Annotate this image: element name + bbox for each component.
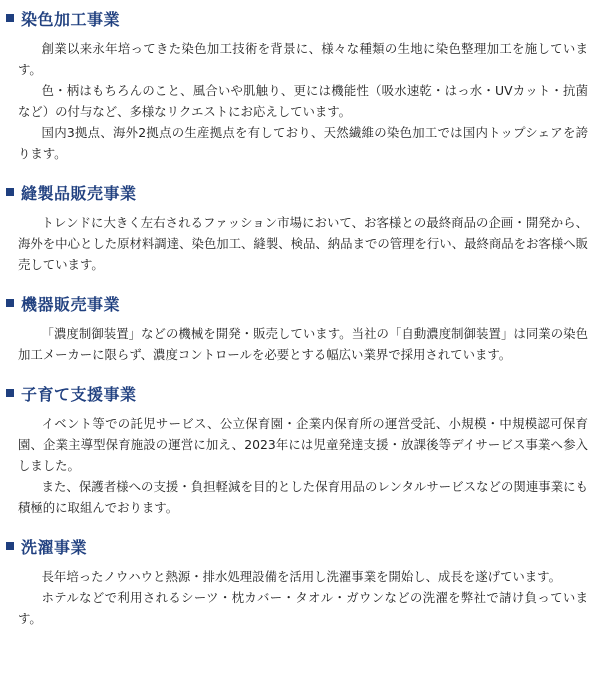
section-header xyxy=(6,291,590,315)
section-body xyxy=(6,38,590,164)
section-body xyxy=(6,212,590,275)
square-bullet-icon xyxy=(6,389,14,397)
paragraph: トレンドに大きく左右されるファッション市場において、お客様との最終商品の企画・開発から、海外を中心とした原材料調達、染色加工、縫製、検品、納品までの管理を行い、最終商品をお客様へ販売しています。 xyxy=(18,215,588,272)
section-title: 洗濯事業 xyxy=(21,537,88,557)
section-body xyxy=(6,323,590,365)
section-header xyxy=(6,534,590,558)
section-body xyxy=(6,566,590,629)
square-bullet-icon xyxy=(6,299,14,307)
section-header xyxy=(6,6,590,30)
paragraph: 長年培ったノウハウと熱源・排水処理設備を活用し洗濯事業を開始し、成長を遂げています。 xyxy=(41,569,561,584)
section-title: 機器販売事業 xyxy=(21,294,121,314)
section-childcare xyxy=(6,381,590,518)
square-bullet-icon xyxy=(6,14,14,22)
section-title: 縫製品販売事業 xyxy=(21,183,137,203)
section-equipment xyxy=(6,291,590,365)
section-body xyxy=(6,413,590,518)
section-sewn-products xyxy=(6,180,590,275)
section-dyeing xyxy=(6,6,590,164)
square-bullet-icon xyxy=(6,542,14,550)
paragraph: ホテルなどで利用されるシーツ・枕カバー・タオル・ガウンなどの洗濯を弊社で請け負っています。 xyxy=(18,590,588,626)
section-header xyxy=(6,381,590,405)
paragraph: 国内3拠点、海外2拠点の生産拠点を有しており、天然繊維の染色加工では国内トップシェアを誇ります。 xyxy=(18,125,588,161)
section-laundry xyxy=(6,534,590,629)
section-header xyxy=(6,180,590,204)
paragraph: 「濃度制御装置」などの機械を開発・販売しています。当社の「自動濃度制御装置」は同業の染色加工メーカーに限らず、濃度コントロールを必要とする幅広い業界で採用されています。 xyxy=(18,326,588,362)
paragraph: 色・柄はもちろんのこと、風合いや肌触り、更には機能性（吸水速乾・はっ水・UVカット・抗菌など）の付与など、多様なリクエストにお応えしています。 xyxy=(18,83,588,119)
square-bullet-icon xyxy=(6,188,14,196)
paragraph: また、保護者様への支援・負担軽減を目的とした保育用品のレンタルサービスなどの関連事業にも積極的に取組んでおります。 xyxy=(18,479,588,515)
paragraph: イベント等での託児サービス、公立保育園・企業内保育所の運営受託、小規模・中規模認可保育園、企業主導型保育施設の運営に加え、2023年には児童発達支援・放課後等デイサービス事業へ参入しました。 xyxy=(18,416,588,473)
paragraph: 創業以来永年培ってきた染色加工技術を背景に、様々な種類の生地に染色整理加工を施しています。 xyxy=(18,41,588,77)
section-title: 子育て支援事業 xyxy=(21,384,137,404)
section-title: 染色加工事業 xyxy=(21,9,121,29)
